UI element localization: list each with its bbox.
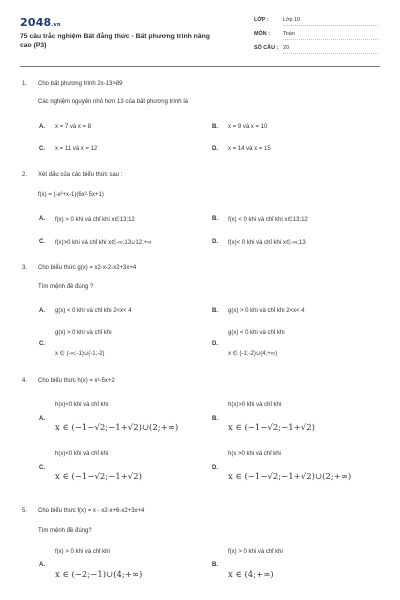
option-label: A.	[39, 562, 45, 568]
option-b-condition[interactable]: f(x) > 0 khi và chỉ khi	[228, 549, 283, 555]
option-d-interval[interactable]: x ∈ (-1;-2)∪(4;+∞)	[228, 351, 278, 357]
question-number: 2.	[22, 172, 28, 178]
question-formula: f(x) = (-x²+x-1)(6x²-5x+1)	[38, 192, 104, 198]
option-label: D.	[212, 465, 218, 471]
question-number: 3.	[22, 265, 28, 271]
meta-class-label: LỚP :	[254, 17, 269, 23]
option-label: B.	[212, 562, 218, 568]
quiz-title: 75 câu trắc nghiệm Bất đẳng thức - Bất phương trình nâng cao (P3)	[20, 33, 210, 49]
option-b[interactable]: f(x) < 0 khi và chỉ khi x∈13;12	[228, 217, 308, 223]
option-label: A.	[39, 308, 45, 314]
option-c[interactable]: f(x)>0 khi và chỉ khi x∈-∞;13∪12;+∞	[55, 240, 152, 246]
option-a[interactable]: g(x) < 0 khi và chỉ khi 2<x< 4	[55, 308, 132, 314]
meta-subject-value: Toán	[283, 31, 295, 37]
option-label: B.	[212, 124, 218, 130]
option-a[interactable]: x = 7 và x = 8	[55, 124, 92, 130]
meta-class-value: Lớp 10	[283, 17, 301, 23]
option-a-condition[interactable]: h(x)<0 khi và chỉ khi	[55, 402, 109, 408]
option-b-math[interactable]: x ∈ (4;+∞)	[228, 570, 274, 580]
option-label: B.	[212, 216, 218, 222]
option-c-interval[interactable]: x ∈ (-∞;-1)∪(-1;-2)	[55, 351, 105, 357]
question-number: 1.	[22, 81, 28, 87]
option-d-condition[interactable]: g(x) < 0 khi và chỉ khi	[228, 330, 285, 336]
option-d-math[interactable]: x ∈ (−1−√2;−1+√2)∪(2;+∞)	[228, 472, 352, 482]
question-number: 5.	[22, 508, 28, 514]
option-label: C.	[39, 465, 45, 471]
option-a[interactable]: f(x) > 0 khi và chỉ khi x∈13;12	[55, 217, 135, 223]
question-stem: Cho bất phương trình 2x-13>89	[38, 81, 123, 87]
question-number: 4.	[22, 378, 28, 384]
option-a-math[interactable]: x ∈ (−1−√2;−1+√2)∪(2;+∞)	[55, 423, 179, 433]
option-c[interactable]: x = 11 và x = 12	[55, 146, 98, 152]
question-stem: Xét dấu của các biểu thức sau :	[38, 172, 123, 178]
meta-class	[254, 17, 384, 27]
option-b-math[interactable]: x ∈ (−1−√2;−1+√2)	[228, 423, 315, 433]
option-c-math[interactable]: x ∈ (−1−√2;−1+√2)	[55, 472, 142, 482]
option-label: B.	[212, 308, 218, 314]
option-label: A.	[39, 416, 45, 422]
option-c-condition[interactable]: h(x)<0 khi và chỉ khi	[55, 451, 109, 457]
option-label: C.	[39, 341, 45, 347]
meta-count-label: SỐ CÂU :	[254, 45, 279, 51]
question-stem: Cho biểu thức g(x) = x2-x-2-x2+3x+4	[38, 265, 137, 271]
option-label: D.	[212, 341, 218, 347]
option-label: A.	[39, 124, 45, 130]
option-b[interactable]: x = 9 và x = 10	[228, 124, 268, 130]
meta-count-value: 20	[283, 45, 289, 51]
option-b-condition[interactable]: h(x)>0 khi và chỉ khi	[228, 402, 282, 408]
meta-count	[254, 45, 384, 55]
option-label: A.	[39, 216, 45, 222]
option-label: D.	[212, 239, 218, 245]
header-divider	[20, 66, 380, 67]
option-label: C.	[39, 146, 45, 152]
option-d[interactable]: x = 14 và x = 15	[228, 146, 271, 152]
option-a-condition[interactable]: f(x) > 0 khi và chỉ khi	[55, 549, 110, 555]
option-label: B.	[212, 416, 218, 422]
option-label: D.	[212, 146, 218, 152]
question-stem: Cho biểu thức f(x) = x - x2-x+6-x2+3x+4	[38, 508, 145, 514]
question-subtext: Tìm mệnh đề đúng?	[38, 528, 92, 534]
option-d[interactable]: f(x)< 0 khi và chỉ khi x∈-∞;13	[228, 240, 306, 246]
option-label: C.	[39, 239, 45, 245]
question-subtext: Các nghiệm nguyên nhỏ hơn 13 của bất phương trình là	[38, 99, 188, 105]
question-subtext: Tìm mệnh đề đúng ?	[38, 284, 94, 290]
option-c-condition[interactable]: g(x) > 0 khi và chỉ khi	[55, 330, 112, 336]
option-a-math[interactable]: x ∈ (−2;−1)∪(4;+∞)	[55, 570, 143, 580]
site-logo[interactable]: 2048.vn	[20, 16, 61, 29]
question-stem: Cho biểu thức h(x) = x³-5x+2	[38, 378, 115, 384]
meta-subject-label: MÔN :	[254, 31, 270, 37]
meta-subject	[254, 31, 384, 41]
option-d-condition[interactable]: h(x >0 khi và chỉ khi	[228, 451, 281, 457]
option-b[interactable]: g(x) > 0 khi và chỉ khi 2<x< 4	[228, 308, 305, 314]
